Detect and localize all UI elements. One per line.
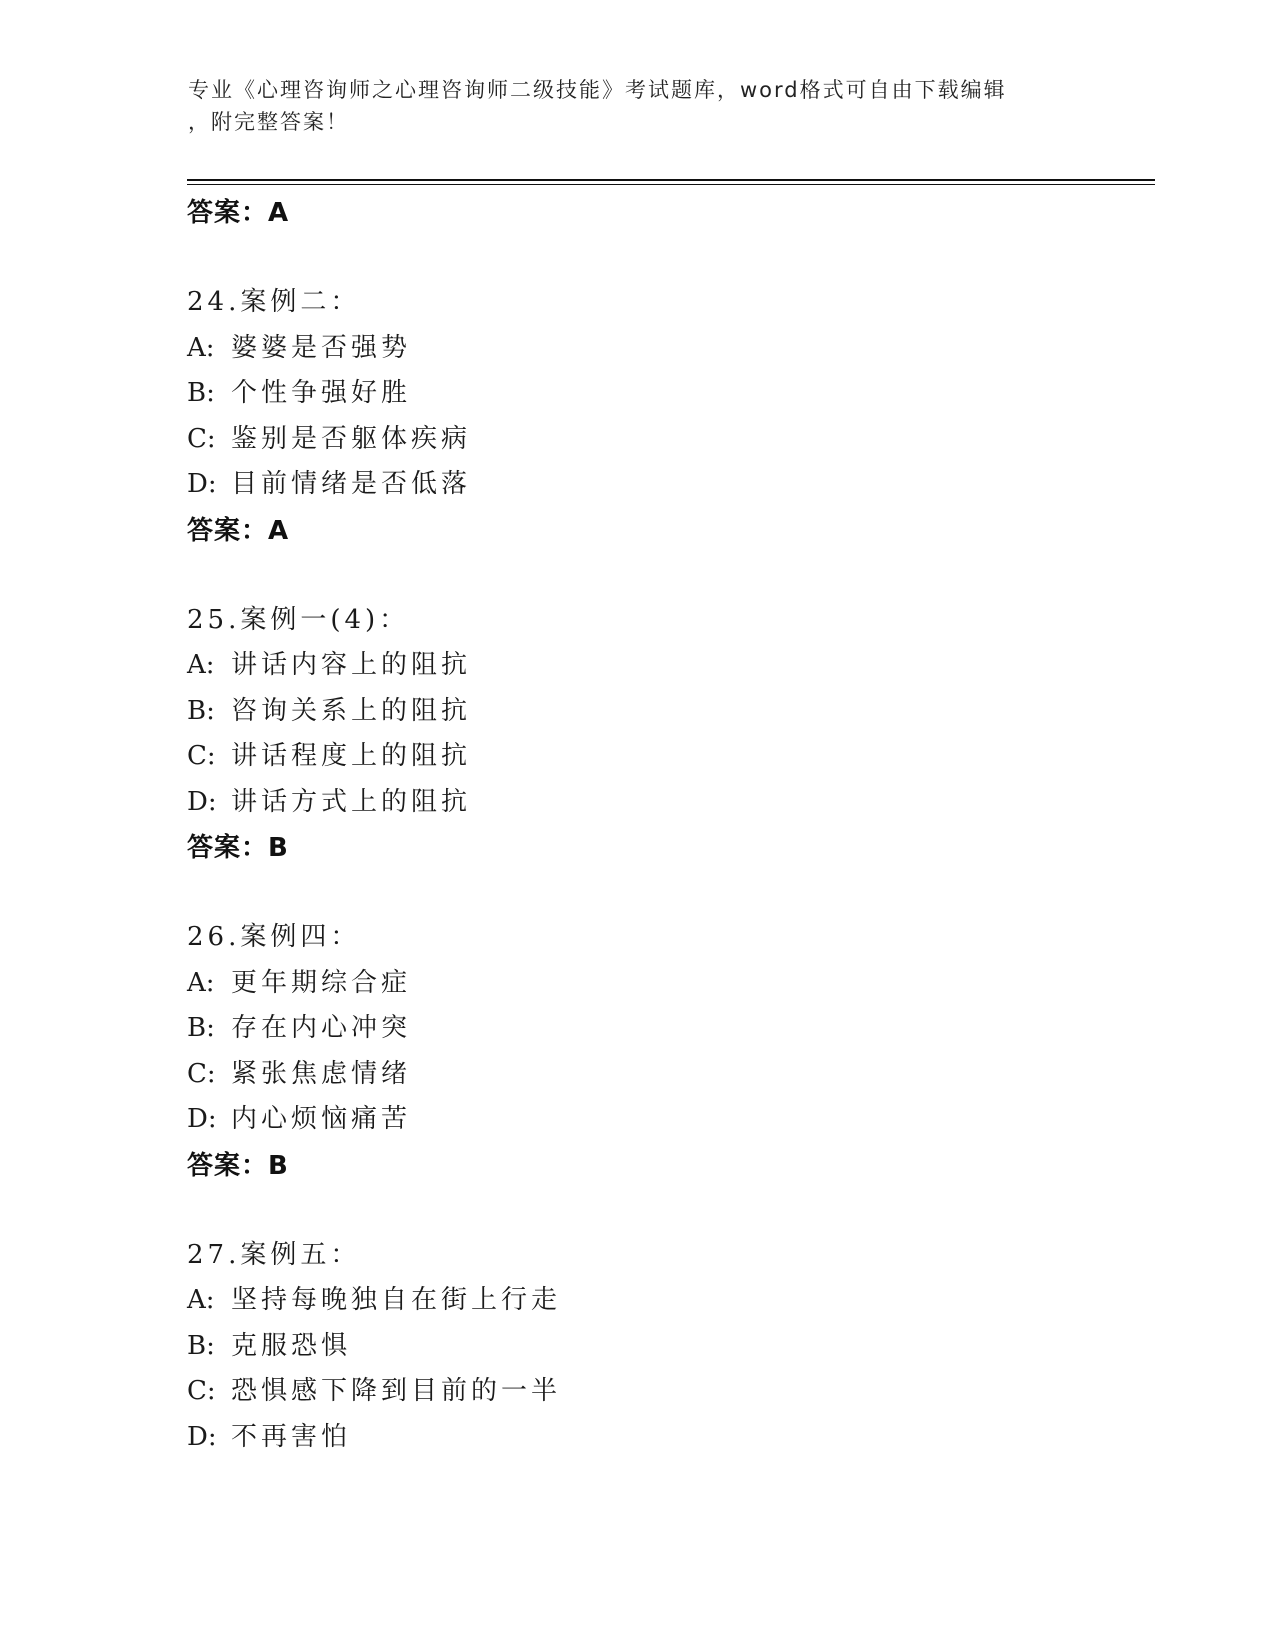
question-block (187, 1233, 1087, 1461)
option-text: 内心烦恼痛苦 (231, 1104, 412, 1134)
option-text: 婆婆是否强势 (231, 332, 412, 363)
option-key: B: (187, 1330, 215, 1361)
option-c (187, 417, 1087, 463)
option-key: A: (187, 967, 215, 998)
option-text: 克服恐惧 (231, 1330, 352, 1361)
option-text: 讲话方式上的阻抗 (231, 786, 472, 817)
option-text: 紧张焦虑情绪 (231, 1058, 412, 1089)
option-c (187, 1052, 1087, 1098)
question-title: 26.案例四： (187, 922, 361, 952)
document-header (188, 74, 1088, 138)
option-a (187, 1278, 1087, 1324)
header-line-2: ，附完整答案！ (188, 110, 349, 134)
option-a (187, 961, 1087, 1007)
header-rule-thick (187, 179, 1155, 181)
option-text: 更年期综合症 (231, 967, 412, 998)
question-list (187, 190, 1087, 1460)
option-d (187, 1415, 1087, 1461)
header-line-1: 专业《心理咨询师之心理咨询师二级技能》考试题库，word格式可自由下载编辑 (188, 78, 1007, 102)
question-title: 25.案例一(4)： (187, 604, 410, 635)
option-a (187, 643, 1087, 689)
option-key: C: (187, 741, 216, 771)
option-key: B: (187, 1013, 215, 1043)
option-text: 存在内心冲突 (231, 1013, 412, 1043)
option-key: C: (187, 423, 216, 454)
question-title: 24.案例二： (187, 287, 361, 317)
option-b (187, 371, 1087, 417)
option-key: B: (187, 695, 215, 726)
option-key: D: (187, 1104, 217, 1134)
option-text: 个性争强好胜 (231, 378, 412, 408)
option-d (187, 780, 1087, 826)
option-b (187, 1006, 1087, 1052)
option-text: 坚持每晚独自在街上行走 (231, 1285, 562, 1315)
option-text: 咨询关系上的阻抗 (231, 695, 472, 726)
option-a (187, 326, 1087, 372)
option-key: D: (187, 469, 217, 499)
question-block (187, 598, 1087, 872)
spacer (187, 1189, 1087, 1233)
answer-line: 答案：A (187, 198, 290, 228)
option-d (187, 462, 1087, 508)
answer-line: 答案：B (187, 833, 289, 863)
answer-line: 答案：A (187, 515, 290, 546)
answer-line: 答案：B (187, 1150, 289, 1181)
option-key: B: (187, 378, 215, 408)
option-text: 目前情绪是否低落 (231, 469, 472, 499)
spacer (187, 871, 1087, 915)
option-key: C: (187, 1058, 216, 1089)
option-key: A: (187, 1285, 215, 1315)
option-text: 讲话内容上的阻抗 (231, 650, 472, 680)
spacer (187, 236, 1087, 280)
question-title: 27.案例五： (187, 1239, 361, 1270)
question-block (187, 280, 1087, 554)
option-b (187, 1324, 1087, 1370)
option-text: 讲话程度上的阻抗 (231, 741, 472, 771)
option-c (187, 1369, 1087, 1415)
option-key: C: (187, 1376, 216, 1406)
question-block (187, 915, 1087, 1189)
option-c (187, 734, 1087, 780)
option-d (187, 1097, 1087, 1143)
option-key: A: (187, 650, 215, 680)
option-text: 不再害怕 (231, 1421, 352, 1452)
option-key: A: (187, 332, 215, 363)
option-key: D: (187, 786, 217, 817)
option-key: D: (187, 1421, 217, 1452)
option-text: 恐惧感下降到目前的一半 (231, 1376, 562, 1406)
spacer (187, 554, 1087, 598)
header-rule-thin (187, 184, 1155, 185)
option-b (187, 689, 1087, 735)
option-text: 鉴别是否躯体疾病 (231, 423, 472, 454)
